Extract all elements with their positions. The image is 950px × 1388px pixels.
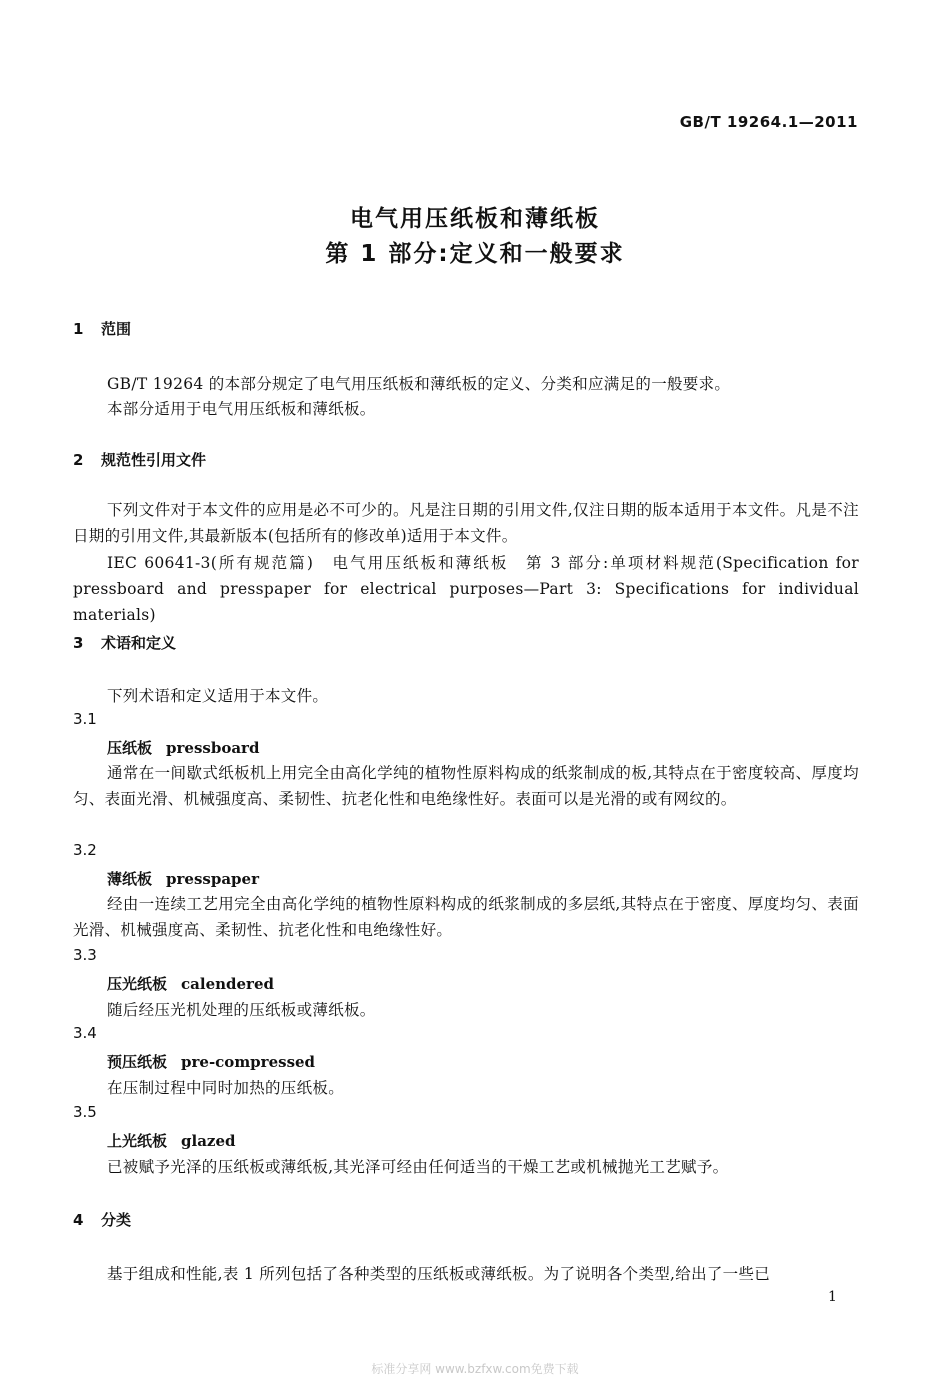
section-number: 4 xyxy=(73,1211,84,1229)
section-title: 术语和定义 xyxy=(101,634,177,652)
section-title: 规范性引用文件 xyxy=(101,451,207,469)
section-1-paragraph-1: GB/T 19264 的本部分规定了电气用压纸板和薄纸板的定义、分类和应满足的一般要求。 xyxy=(107,375,731,393)
term-number: 3.1 xyxy=(73,710,97,728)
term-zh: 预压纸板 xyxy=(107,1053,168,1071)
standard-number: GB/T 19264.1—2011 xyxy=(679,113,858,131)
section-number: 3 xyxy=(73,634,84,652)
term-en: calendered xyxy=(181,975,274,993)
section-1-paragraph-2: 本部分适用于电气用压纸板和薄纸板。 xyxy=(107,400,376,418)
watermark: 标准分享网 www.bzfxw.com免费下载 xyxy=(371,1362,579,1376)
term-definition: 通常在一间歇式纸板机上用完全由高化学纯的植物性原料构成的纸浆制成的板,其特点在于密度较高、厚度均匀、表面光滑、机械强度高、柔韧性、抗老化性和电绝缘性好。表面可以是光滑的或有网纹的。 xyxy=(73,764,859,808)
document-subtitle: 第 1 部分:定义和一般要求 xyxy=(325,241,625,267)
term-title xyxy=(107,1051,315,1072)
term-number: 3.2 xyxy=(73,841,97,859)
term-title xyxy=(107,973,274,994)
section-number: 1 xyxy=(73,320,84,338)
term-en: glazed xyxy=(181,1132,236,1150)
page-number: 1 xyxy=(828,1289,837,1305)
section-4-paragraph-1: 基于组成和性能,表 1 所列包括了各种类型的压纸板或薄纸板。为了说明各个类型,给出了一些已 xyxy=(107,1265,771,1283)
term-definition: 在压制过程中同时加热的压纸板。 xyxy=(107,1079,345,1097)
term-definition: 已被赋予光泽的压纸板或薄纸板,其光泽可经由任何适当的干燥工艺或机械抛光工艺赋予。 xyxy=(107,1158,729,1176)
term-definition: 经由一连续工艺用完全由高化学纯的植物性原料构成的纸浆制成的多层纸,其特点在于密度、厚度均匀、表面光滑、机械强度高、柔韧性、抗老化性和电绝缘性好。 xyxy=(73,895,859,939)
term-en: presspaper xyxy=(166,870,259,888)
section-number: 2 xyxy=(73,451,84,469)
section-2-reference: IEC 60641-3(所有规范篇) 电气用压纸板和薄纸板 第 3 部分:单项材料规范(Specification for pressboard and presspaper for electrical purposes—Part 3: Specifications for individual materials) xyxy=(73,554,859,624)
section-2-heading xyxy=(73,449,206,470)
term-zh: 压光纸板 xyxy=(107,975,168,993)
section-title: 分类 xyxy=(101,1211,132,1229)
term-zh: 压纸板 xyxy=(107,739,153,757)
section-3-intro: 下列术语和定义适用于本文件。 xyxy=(107,687,329,705)
term-number: 3.4 xyxy=(73,1024,97,1042)
term-number: 3.3 xyxy=(73,946,97,964)
section-3-heading xyxy=(73,632,176,653)
term-number: 3.5 xyxy=(73,1103,97,1121)
section-2-paragraph-1: 下列文件对于本文件的应用是必不可少的。凡是注日期的引用文件,仅注日期的版本适用于本文件。凡是不注日期的引用文件,其最新版本(包括所有的修改单)适用于本文件。 xyxy=(73,501,859,545)
term-zh: 薄纸板 xyxy=(107,870,153,888)
section-1-heading xyxy=(73,318,131,339)
term-definition: 随后经压光机处理的压纸板或薄纸板。 xyxy=(107,1001,376,1019)
section-4-heading xyxy=(73,1209,131,1230)
term-en: pre-compressed xyxy=(181,1053,316,1071)
section-title: 范围 xyxy=(101,320,132,338)
term-en: pressboard xyxy=(166,739,260,757)
document-title: 电气用压纸板和薄纸板 xyxy=(350,206,600,232)
term-title xyxy=(107,1130,235,1151)
term-title xyxy=(107,737,259,758)
term-zh: 上光纸板 xyxy=(107,1132,168,1150)
term-title xyxy=(107,868,259,889)
